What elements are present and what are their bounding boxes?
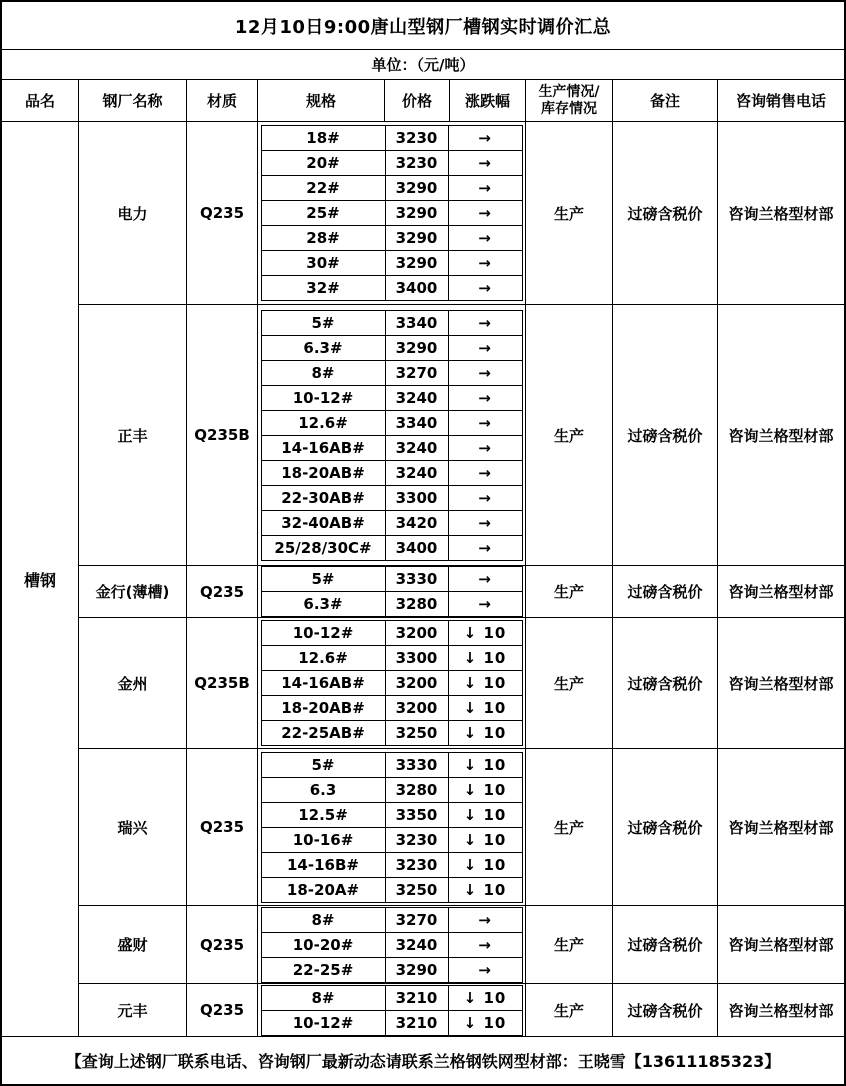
spec-cell: 10-20# — [261, 932, 385, 957]
material-grade: Q235 — [187, 749, 258, 905]
price-cell: 3290 — [385, 201, 448, 226]
spec-row — [261, 932, 522, 957]
spec-cell: 14-16AB# — [261, 435, 385, 460]
production-status: 生产 — [526, 618, 613, 748]
spec-cell: 18# — [261, 126, 385, 151]
spec-cell: 8# — [261, 985, 385, 1010]
change-indicator: → — [448, 435, 522, 460]
change-indicator: → — [448, 151, 522, 176]
column-header-row — [2, 80, 844, 122]
price-cell: 3210 — [385, 1010, 448, 1035]
price-cell: 3340 — [385, 310, 448, 335]
change-indicator: ↓ 10 — [448, 721, 522, 746]
change-indicator: → — [448, 567, 522, 592]
production-status: 生产 — [526, 122, 613, 304]
change-indicator: → — [448, 410, 522, 435]
mill-name: 电力 — [79, 122, 187, 304]
spec-price-area — [258, 749, 526, 905]
unit-label: 单位：（元/吨） — [2, 50, 844, 80]
price-cell: 3200 — [385, 671, 448, 696]
col-header-remark: 备注 — [613, 80, 718, 121]
spec-row — [261, 151, 522, 176]
change-indicator: → — [448, 592, 522, 617]
spec-cell: 10-12# — [261, 385, 385, 410]
spec-row — [261, 752, 522, 777]
page-title: 12月10日9:00唐山型钢厂槽钢实时调价汇总 — [2, 2, 844, 50]
sales-phone-cell: 咨询兰格型材部 — [728, 674, 834, 693]
spec-cell: 22-25# — [261, 957, 385, 982]
mill-name: 正丰 — [79, 305, 187, 565]
mill-group — [79, 906, 844, 984]
material-grade: Q235B — [187, 305, 258, 565]
spec-row — [261, 802, 522, 827]
change-indicator: → — [448, 251, 522, 276]
sales-phone-cell: 咨询兰格型材部 — [728, 204, 834, 223]
spec-row — [261, 621, 522, 646]
change-indicator: ↓ 10 — [448, 646, 522, 671]
spec-price-table — [261, 310, 523, 561]
spec-row — [261, 485, 522, 510]
spec-row — [261, 535, 522, 560]
product-name-cell: 槽钢 — [2, 122, 79, 1036]
material-grade: Q235 — [187, 906, 258, 983]
change-indicator: → — [448, 932, 522, 957]
spec-cell: 14-16AB# — [261, 671, 385, 696]
remark-cell: 过磅含税价 — [613, 749, 718, 905]
price-cell: 3280 — [385, 592, 448, 617]
price-cell: 3400 — [385, 535, 448, 560]
production-header-line1: 生产情况/ — [538, 84, 600, 101]
change-indicator: → — [448, 276, 522, 301]
spec-cell: 18-20A# — [261, 877, 385, 902]
price-cell: 3290 — [385, 251, 448, 276]
change-indicator: → — [448, 907, 522, 932]
mill-group — [79, 618, 844, 749]
spec-row — [261, 827, 522, 852]
spec-cell: 25/28/30C# — [261, 535, 385, 560]
change-indicator: ↓ 10 — [448, 1010, 522, 1035]
sales-phone-cell: 咨询兰格型材部 — [728, 583, 834, 601]
spec-cell: 18-20AB# — [261, 460, 385, 485]
spec-cell: 10-12# — [261, 621, 385, 646]
spec-price-table — [261, 752, 523, 903]
spec-cell: 32# — [261, 276, 385, 301]
spec-cell: 18-20AB# — [261, 696, 385, 721]
change-indicator: → — [448, 126, 522, 151]
spec-row — [261, 360, 522, 385]
change-indicator: ↓ 10 — [448, 985, 522, 1010]
mill-name: 元丰 — [79, 984, 187, 1036]
remark-cell: 过磅含税价 — [613, 984, 718, 1036]
mill-name: 盛财 — [79, 906, 187, 983]
price-cell: 3230 — [385, 827, 448, 852]
footer-note: 【查询上述钢厂联系电话、咨询钢厂最新动态请联系兰格钢铁网型材部：王晓雪【13611185323】 — [65, 1052, 781, 1071]
spec-row — [261, 567, 522, 592]
mill-group — [79, 984, 844, 1036]
price-cell: 3230 — [385, 126, 448, 151]
mill-group — [79, 305, 844, 566]
production-status: 生产 — [526, 566, 613, 617]
spec-row — [261, 592, 522, 617]
spec-cell: 14-16B# — [261, 852, 385, 877]
change-indicator: → — [448, 360, 522, 385]
price-cell: 3270 — [385, 360, 448, 385]
spec-row — [261, 907, 522, 932]
price-cell: 3300 — [385, 646, 448, 671]
change-indicator: ↓ 10 — [448, 777, 522, 802]
spec-cell: 20# — [261, 151, 385, 176]
price-cell: 3300 — [385, 485, 448, 510]
remark-cell: 过磅含税价 — [613, 305, 718, 565]
price-cell: 3290 — [385, 176, 448, 201]
spec-cell: 8# — [261, 907, 385, 932]
spec-price-area — [258, 984, 526, 1036]
material-grade: Q235 — [187, 122, 258, 304]
spec-cell: 6.3 — [261, 777, 385, 802]
production-status: 生产 — [526, 749, 613, 905]
price-cell: 3290 — [385, 226, 448, 251]
production-status: 生产 — [526, 305, 613, 565]
remark-cell: 过磅含税价 — [613, 618, 718, 748]
spec-row — [261, 957, 522, 982]
mill-groups — [79, 122, 844, 1036]
col-header-spec: 规格 — [258, 80, 385, 121]
change-indicator: → — [448, 335, 522, 360]
change-indicator: → — [448, 460, 522, 485]
spec-row — [261, 671, 522, 696]
change-indicator: → — [448, 176, 522, 201]
spec-price-area — [258, 566, 526, 617]
spec-cell: 5# — [261, 567, 385, 592]
change-indicator: → — [448, 201, 522, 226]
spec-row — [261, 460, 522, 485]
price-cell: 3420 — [385, 510, 448, 535]
spec-cell: 6.3# — [261, 592, 385, 617]
spec-row — [261, 696, 522, 721]
spec-cell: 8# — [261, 360, 385, 385]
spec-cell: 12.5# — [261, 802, 385, 827]
spec-row — [261, 435, 522, 460]
production-header-line2: 库存情况 — [541, 100, 597, 117]
change-indicator: ↓ 10 — [448, 696, 522, 721]
col-header-mill: 钢厂名称 — [79, 80, 187, 121]
spec-price-area — [258, 305, 526, 565]
remark-cell: 过磅含税价 — [613, 906, 718, 983]
change-indicator: → — [448, 485, 522, 510]
spec-row — [261, 410, 522, 435]
change-indicator: → — [448, 957, 522, 982]
table-body — [2, 122, 844, 1037]
spec-row — [261, 1010, 522, 1035]
price-cell: 3210 — [385, 985, 448, 1010]
spec-cell: 25# — [261, 201, 385, 226]
sales-phone-cell: 咨询兰格型材部 — [728, 426, 834, 445]
spec-cell: 22-30AB# — [261, 485, 385, 510]
spec-cell: 12.6# — [261, 646, 385, 671]
change-indicator: ↓ 10 — [448, 671, 522, 696]
spec-cell: 32-40AB# — [261, 510, 385, 535]
spec-row — [261, 510, 522, 535]
spec-cell: 10-16# — [261, 827, 385, 852]
mill-group — [79, 566, 844, 618]
sales-phone-cell: 咨询兰格型材部 — [728, 1001, 834, 1020]
spec-price-table — [261, 985, 523, 1036]
col-header-change: 涨跌幅 — [450, 80, 526, 121]
change-indicator: ↓ 10 — [448, 802, 522, 827]
spec-price-area — [258, 618, 526, 748]
spec-row — [261, 877, 522, 902]
change-indicator: ↓ 10 — [448, 621, 522, 646]
price-cell: 3270 — [385, 907, 448, 932]
spec-cell: 10-12# — [261, 1010, 385, 1035]
spec-cell: 5# — [261, 752, 385, 777]
spec-row — [261, 251, 522, 276]
spec-row — [261, 335, 522, 360]
sales-phone-cell: 咨询兰格型材部 — [728, 818, 834, 837]
mill-name: 金州 — [79, 618, 187, 748]
spec-row — [261, 646, 522, 671]
spec-cell: 5# — [261, 310, 385, 335]
spec-row — [261, 276, 522, 301]
price-cell: 3240 — [385, 460, 448, 485]
material-grade: Q235B — [187, 618, 258, 748]
change-indicator: ↓ 10 — [448, 752, 522, 777]
price-cell: 3250 — [385, 721, 448, 746]
spec-row — [261, 777, 522, 802]
change-indicator: → — [448, 310, 522, 335]
change-indicator: → — [448, 535, 522, 560]
production-status: 生产 — [526, 906, 613, 983]
price-cell: 3340 — [385, 410, 448, 435]
price-cell: 3240 — [385, 385, 448, 410]
price-cell: 3290 — [385, 335, 448, 360]
price-cell: 3350 — [385, 802, 448, 827]
remark-cell: 过磅含税价 — [613, 122, 718, 304]
spec-cell: 12.6# — [261, 410, 385, 435]
spec-row — [261, 176, 522, 201]
price-cell: 3240 — [385, 435, 448, 460]
col-header-product: 品名 — [2, 80, 79, 121]
col-header-price: 价格 — [385, 80, 450, 121]
price-cell: 3290 — [385, 957, 448, 982]
price-cell: 3330 — [385, 567, 448, 592]
spec-price-area — [258, 122, 526, 304]
price-cell: 3280 — [385, 777, 448, 802]
col-header-production — [526, 80, 613, 121]
spec-row — [261, 721, 522, 746]
price-cell: 3250 — [385, 877, 448, 902]
remark-cell: 过磅含税价 — [613, 566, 718, 617]
spec-row — [261, 126, 522, 151]
sales-phone-cell: 咨询兰格型材部 — [728, 936, 834, 954]
spec-row — [261, 310, 522, 335]
change-indicator: → — [448, 510, 522, 535]
spec-cell: 22-25AB# — [261, 721, 385, 746]
col-header-phone: 咨询销售电话 — [735, 92, 826, 110]
price-cell: 3230 — [385, 151, 448, 176]
production-status: 生产 — [526, 984, 613, 1036]
change-indicator: → — [448, 226, 522, 251]
material-grade: Q235 — [187, 566, 258, 617]
mill-group — [79, 749, 844, 906]
change-indicator: ↓ 10 — [448, 877, 522, 902]
price-cell: 3200 — [385, 696, 448, 721]
spec-row — [261, 385, 522, 410]
change-indicator: → — [448, 385, 522, 410]
spec-price-area — [258, 906, 526, 983]
spec-row — [261, 201, 522, 226]
spec-cell: 22# — [261, 176, 385, 201]
spec-price-table — [261, 620, 523, 746]
spec-cell: 30# — [261, 251, 385, 276]
spec-cell: 28# — [261, 226, 385, 251]
spec-price-table — [261, 125, 523, 301]
spec-row — [261, 852, 522, 877]
price-cell: 3230 — [385, 852, 448, 877]
spec-row — [261, 226, 522, 251]
price-cell: 3330 — [385, 752, 448, 777]
spec-price-table — [261, 907, 523, 983]
material-grade: Q235 — [187, 984, 258, 1036]
change-indicator: ↓ 10 — [448, 827, 522, 852]
mill-group — [79, 122, 844, 305]
mill-name: 金行(薄槽) — [79, 566, 187, 617]
price-cell: 3400 — [385, 276, 448, 301]
change-indicator: ↓ 10 — [448, 852, 522, 877]
spec-cell: 6.3# — [261, 335, 385, 360]
price-cell: 3200 — [385, 621, 448, 646]
price-cell: 3240 — [385, 932, 448, 957]
spec-row — [261, 985, 522, 1010]
col-header-material: 材质 — [187, 80, 258, 121]
mill-name: 瑞兴 — [79, 749, 187, 905]
spec-price-table — [261, 566, 523, 617]
